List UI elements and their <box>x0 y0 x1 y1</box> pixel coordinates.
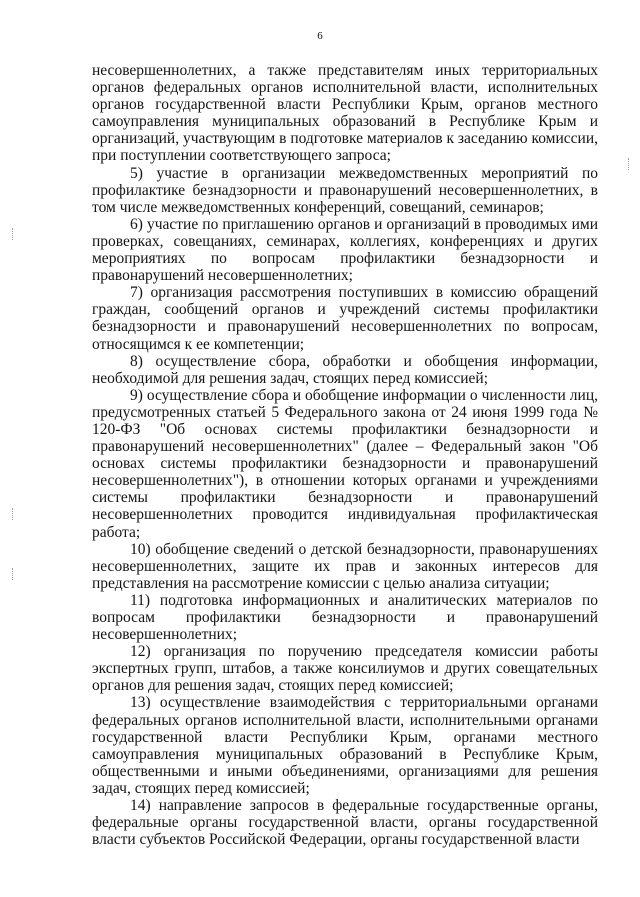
document-body <box>92 62 598 848</box>
paragraph: 7) организация рассмотрения поступивших в комиссию обращений граждан, сообщений органов и учреждений системы профилактики безнадзорности и правонарушений несовершеннолетних по вопросам, относящимся к ее компетенции; <box>92 284 598 353</box>
paragraph: 5) участие в организации межведомственных мероприятий по профилактике безнадзорности и правонарушений несовершеннолетних, в том числе межведомственных конференций, совещаний, семинаров; <box>92 164 598 216</box>
paragraph: 10) обобщение сведений о детской безнадзорности, правонарушениях несовершеннолетних, защите их прав и законных интересов для представления на рассмотрение комиссии с целью анализа ситуации; <box>92 540 598 592</box>
margin-scan-mark <box>12 228 16 240</box>
margin-scan-mark <box>12 508 16 520</box>
paragraph: 8) осуществление сбора, обработки и обобщения информации, необходимой для решения задач, стоящих перед комиссией; <box>92 352 598 387</box>
paragraph: несовершеннолетних, а также представителям иных территориальных органов федеральных органов исполнительной власти, исполнительных органов государственной власти Республики Крым, органов местного самоуправления муниципальных образований в Республике Крым и организаций, участвующим в подготовке материалов к заседанию комиссии, при поступлении соответствующего запроса; <box>92 62 598 165</box>
paragraph: 14) направление запросов в федеральные государственные органы, федеральные органы государственной власти, органы государственной власти субъектов Российской Федерации, органы государственной власти <box>92 797 598 849</box>
page-number: 6 <box>317 30 323 42</box>
paragraph: 6) участие по приглашению органов и организаций в проводимых ими проверках, совещаниях, семинарах, коллегиях, конференциях и других мероприятиях по вопросам профилактики безнадзорности и правонарушений несовершеннолетних; <box>92 215 598 285</box>
paragraph: 11) подготовка информационных и аналитических материалов по вопросам профилактики безнадзорности и правонарушений несовершеннолетних; <box>92 591 598 644</box>
paragraph: 9) осуществление сбора и обобщение информации о численности лиц, предусмотренных статьей 5 Федерального закона от 24 июня 1999 года № 120-ФЗ "Об основах системы профилактики безнадзорности и правонарушений несовершеннолетних" (далее – Федеральный закон "Об основах системы профилактики безнадзорности и правонарушений несовершеннолетних"), в отношении которых органами и учреждениями системы профилактики безнадзорности и правонарушений несовершеннолетних проводится индивидуальная профилактическая работа; <box>92 386 598 541</box>
paragraph: 13) осуществление взаимодействия с территориальными органами федеральных органов исполнительной власти, исполнительными органами государственной власти Республики Крым, органами местного самоуправления муниципальных образований в Республике Крым, общественными и иными объединениями, организациями для решения задач, стоящих перед комиссией; <box>92 694 598 797</box>
paragraph: 12) организация по поручению председателя комиссии работы экспертных групп, штабов, а также консилиумов и других совещательных органов для решения задач, стоящих перед комиссией; <box>92 643 598 695</box>
margin-scan-mark <box>12 568 16 580</box>
margin-scan-mark <box>628 158 632 170</box>
